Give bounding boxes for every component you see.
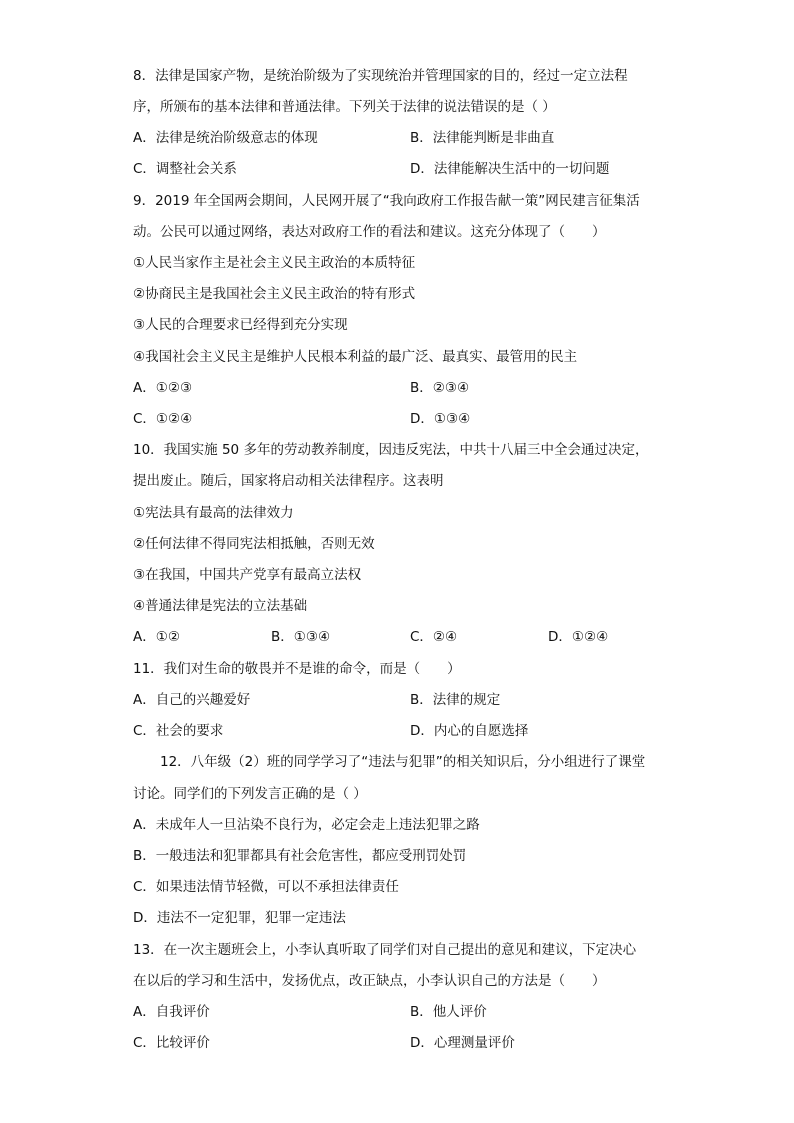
q8-option-c: C．调整社会关系 [133, 161, 237, 177]
q8-option-d: D．法律能解决生活中的一切问题 [410, 161, 610, 177]
q8-option-b: B．法律能判断是非曲直 [410, 130, 555, 146]
q13-option-c: C．比较评价 [133, 1035, 210, 1051]
q8-stem-line1: 8．法律是国家产物，是统治阶级为了实现统治并管理国家的目的，经过一定立法程 [133, 68, 628, 84]
q9-option-d: D．①③④ [410, 411, 471, 427]
q10-option-d: D．①②④ [548, 629, 609, 645]
q9-statement-4: ④我国社会主义民主是维护人民根本利益的最广泛、最真实、最管用的民主 [133, 349, 578, 365]
q13-option-b: B．他人评价 [410, 1004, 487, 1020]
q10-statement-1: ①宪法具有最高的法律效力 [133, 505, 294, 521]
q12-stem-line1: 12．八年级（2）班的同学学习了“违法与犯罪”的相关知识后，分小组进行了课堂 [160, 754, 646, 770]
q11-option-b: B．法律的规定 [410, 692, 501, 708]
q8-stem-line2: 序，所颁布的基本法律和普通法律。下列关于法律的说法错误的是（ ） [133, 99, 556, 115]
q11-stem: 11．我们对生命的敬畏并不是谁的命令，而是（ ） [133, 661, 461, 677]
q9-stem-line1: 9．2019 年全国两会期间，人民网开展了“我向政府工作报告献一策”网民建言征集活 [133, 193, 640, 209]
q9-option-a: A．①②③ [133, 380, 193, 396]
q13-stem-line2: 在以后的学习和生活中，发扬优点，改正缺点，小李认识自己的方法是（ ） [133, 973, 606, 989]
q13-option-a: A．自我评价 [133, 1004, 210, 1020]
q10-statement-4: ④普通法律是宪法的立法基础 [133, 598, 308, 614]
q12-option-d: D．违法不一定犯罪，犯罪一定违法 [133, 910, 346, 926]
q9-stem-line2: 动。公民可以通过网络，表达对政府工作的看法和建议。这充分体现了（ ） [133, 224, 606, 240]
q12-stem-line2: 讨论。同学们的下列发言正确的是（ ） [133, 786, 367, 802]
q10-statement-2: ②任何法律不得同宪法相抵触，否则无效 [133, 536, 375, 552]
q9-option-b: B．②③④ [410, 380, 470, 396]
q10-option-a: A．①② [133, 629, 180, 645]
q12-option-b: B．一般违法和犯罪都具有社会危害性，都应受刑罚处罚 [133, 848, 467, 864]
q11-option-c: C．社会的要求 [133, 723, 224, 739]
q8-option-a: A．法律是统治阶级意志的体现 [133, 130, 318, 146]
q13-option-d: D．心理测量评价 [410, 1035, 515, 1051]
q10-option-c: C．②④ [410, 629, 458, 645]
q10-statement-3: ③在我国，中国共产党享有最高立法权 [133, 567, 362, 583]
q9-statement-3: ③人民的合理要求已经得到充分实现 [133, 317, 348, 333]
q12-option-a: A．未成年人一旦沾染不良行为，必定会走上违法犯罪之路 [133, 817, 480, 833]
q11-option-a: A．自己的兴趣爱好 [133, 692, 251, 708]
q9-statement-1: ①人民当家作主是社会主义民主政治的本质特征 [133, 255, 416, 271]
q10-option-b: B．①③④ [271, 629, 331, 645]
q9-option-c: C．①②④ [133, 411, 193, 427]
q10-stem-line1: 10．我国实施 50 多年的劳动教养制度，因违反宪法，中共十八届三中全会通过决定， [133, 442, 649, 458]
q9-statement-2: ②协商民主是我国社会主义民主政治的特有形式 [133, 286, 416, 302]
q12-option-c: C．如果违法情节轻微，可以不承担法律责任 [133, 879, 399, 895]
q11-option-d: D．内心的自愿选择 [410, 723, 529, 739]
q10-stem-line2: 提出废止。随后，国家将启动相关法律程序。这表明 [133, 473, 444, 489]
q13-stem-line1: 13．在一次主题班会上，小李认真听取了同学们对自己提出的意见和建议，下定决心 [133, 942, 637, 958]
